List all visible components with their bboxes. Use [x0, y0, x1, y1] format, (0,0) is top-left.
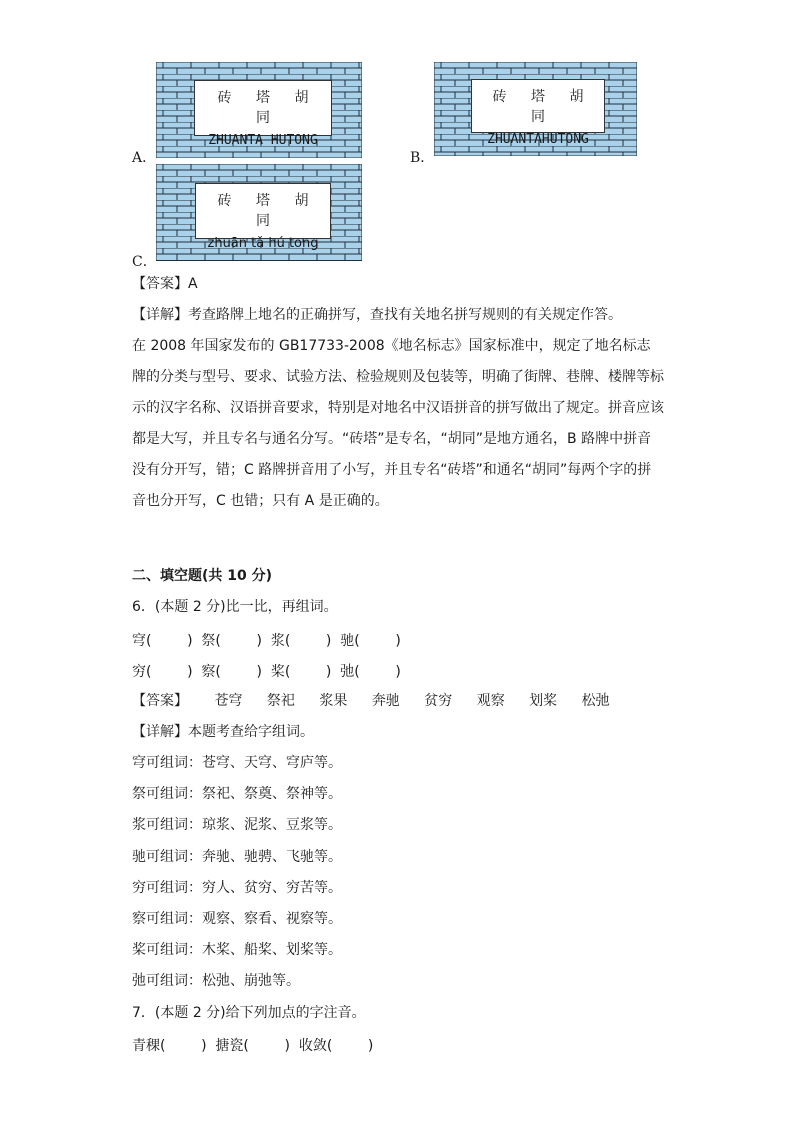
sign-pinyin-a: ZHUANTA HUTONG — [208, 133, 318, 148]
q6-answer-word: 祭祀 — [266, 693, 295, 709]
q6-explain-line: 察可组词：观察、察看、视察等。 — [132, 911, 342, 927]
q6-explain-line: 穷可组词：穷人、贫穷、穷苦等。 — [132, 880, 342, 896]
q6-row-1: 穹( ) 祭( ) 浆( ) 驰( ) — [132, 633, 401, 649]
q6-explain-line: 穹可组词：苍穹、天穹、穹庐等。 — [132, 755, 342, 771]
q6-answer-word: 松弛 — [581, 693, 610, 709]
q6-answer-word: 划桨 — [529, 693, 558, 709]
sign-plate-b — [471, 79, 605, 147]
sign-option-b — [434, 62, 637, 156]
sign-hanzi-c: 砖 塔 胡 同 — [217, 193, 319, 229]
q6-explain-line: 桨可组词：木桨、船桨、划桨等。 — [132, 942, 342, 958]
sign-pinyin-b: ZHUANTAHUTONG — [487, 132, 589, 147]
q5-explain-body: 在 2008 年国家发布的 GB17733-2008《地名标志》国家标准中，规定了地名标志牌的分类与型号、要求、试验方法、检验规则及包装等，明确了街牌、巷牌、楼牌等标示的汉字名称、汉语拼音要求，特别是对地名中汉语拼音的拼写做出了规定。拼音应该都是大写，并且专名与通名分写。“砖塔”是专名，“胡同”是地方通名，B 路牌中拼音没有分开写，错；C 路牌拼音用了小写，并且专名“砖塔”和通名“胡同”每两个字的拼音也分开写，C 也错；只有 A 是正确的。 — [132, 338, 664, 509]
sign-hanzi-a: 砖 塔 胡 同 — [217, 90, 319, 126]
sign-option-c — [156, 164, 362, 261]
sign-plate-c — [195, 183, 331, 251]
q6-stem: 6．(本题 2 分)比一比，再组词。 — [132, 599, 338, 615]
q6-explain-line: 驰可组词：奔驰、驰骋、飞驰等。 — [132, 849, 342, 865]
q5-answer: 【答案】A — [132, 276, 198, 292]
q7-stem: 7．(本题 2 分)给下列加点的字注音。 — [132, 1005, 366, 1021]
sign-option-a — [156, 62, 362, 158]
q6-answer-word: 苍穹 — [214, 693, 243, 709]
q6-explain-line: 弛可组词：松弛、崩弛等。 — [132, 973, 300, 989]
q6-answer-word: 贫穷 — [424, 693, 453, 709]
q6-answer-word: 观察 — [476, 693, 505, 709]
q6-answer-word: 奔驰 — [371, 693, 400, 709]
section-title: 二、填空题(共 10 分) — [132, 568, 273, 584]
q6-explain-line: 浆可组词：琼浆、泥浆、豆浆等。 — [132, 817, 342, 833]
option-c-label: C． — [132, 254, 157, 270]
q6-explain-line: 祭可组词：祭祀、祭奠、祭神等。 — [132, 786, 342, 802]
sign-hanzi-b: 砖 塔 胡 同 — [492, 89, 594, 125]
q6-explain-head: 【详解】本题考查给字组词。 — [132, 724, 314, 740]
q7-row-1: 青稞( ) 搪瓷( ) 收敛( ) — [132, 1038, 374, 1054]
option-a-label: A． — [132, 150, 157, 166]
sign-pinyin-c: zhuān tǎ hú tong — [207, 236, 319, 251]
q6-row-2: 穷( ) 察( ) 桨( ) 弛( ) — [132, 664, 401, 680]
q6-answer-line — [132, 692, 610, 710]
q6-answer-label: 【答案】 — [132, 693, 188, 709]
q5-explain-head: 【详解】考查路牌上地名的正确拼写，查找有关地名拼写规则的有关规定作答。 — [132, 307, 622, 323]
option-b-label: B． — [410, 150, 435, 166]
sign-plate-a — [194, 80, 332, 148]
q6-answer-word: 浆果 — [319, 693, 348, 709]
